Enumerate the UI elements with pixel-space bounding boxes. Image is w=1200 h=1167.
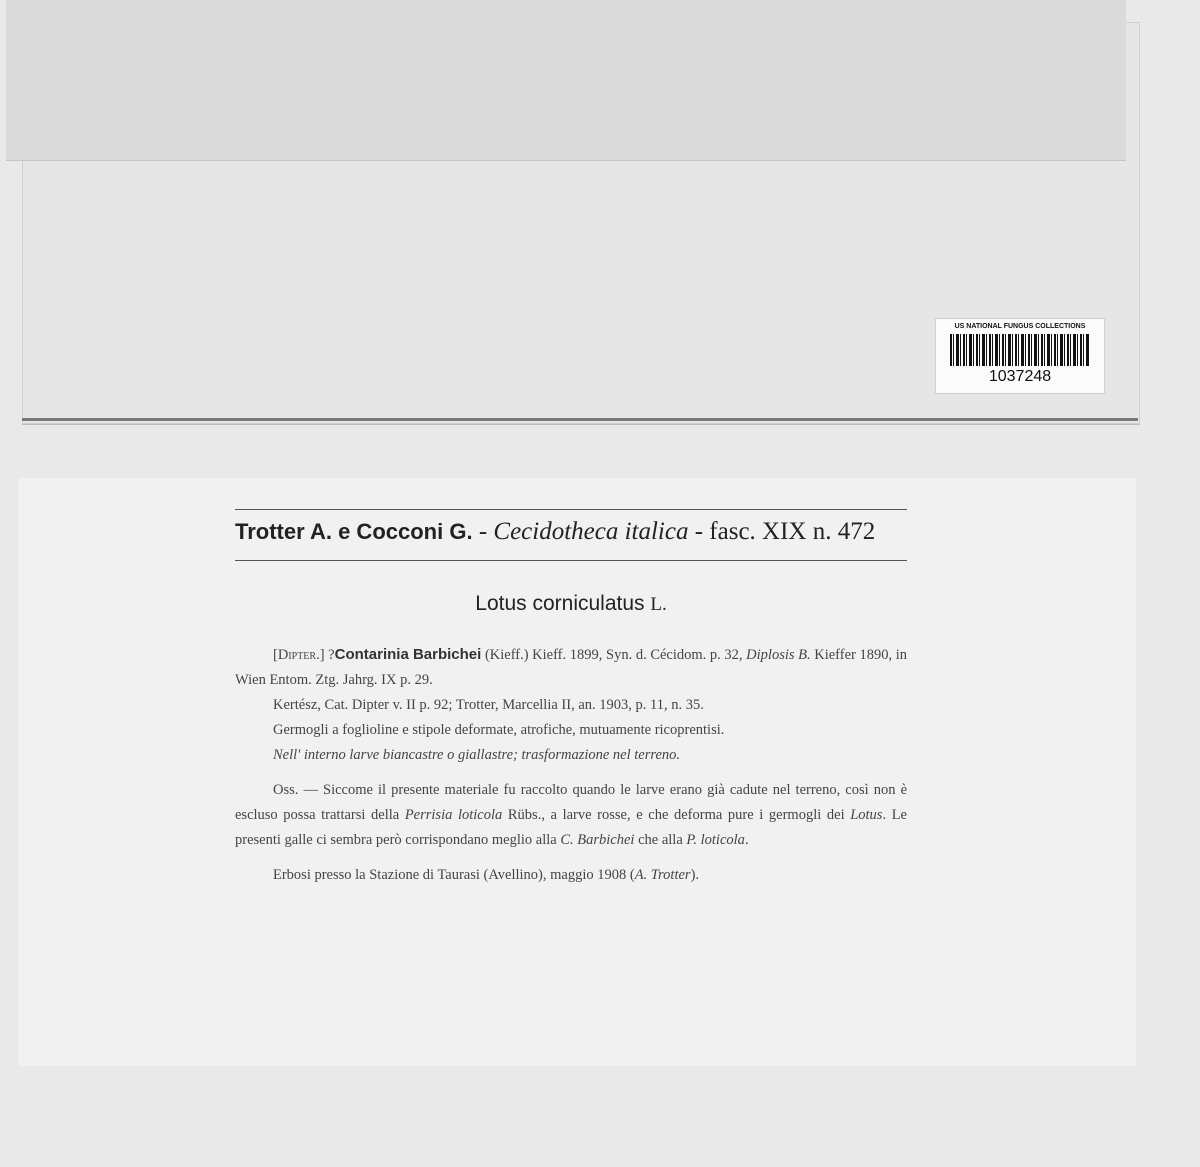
- header-separator: -: [472, 518, 494, 545]
- locality-text: Erbosi presso la Stazione di Taurasi (Avellino), maggio 1908 (: [273, 867, 635, 883]
- citation-a: (Kieff.) Kieff. 1899, Syn. d. Cécidom. p. 32,: [481, 647, 747, 663]
- obs-text-b: Rübs., a larve rosse, e che deforma pure i germogli dei: [502, 807, 851, 823]
- paragraph-larvae: Nell' interno larve biancastre o giallastre; trasformazione nel terreno.: [273, 747, 681, 763]
- paragraph-locality: [235, 863, 907, 888]
- header-series-title: Cecidotheca italica: [493, 518, 689, 545]
- obs-text-e: .: [744, 832, 749, 848]
- locality-end: ).: [690, 867, 700, 883]
- paragraph-references: Kertész, Cat. Dipter v. II p. 92; Trotter, Marcellia II, an. 1903, p. 11, n. 35.: [273, 697, 704, 713]
- species-name: Lotus corniculatus: [475, 592, 645, 615]
- barcode-icon: [950, 334, 1090, 366]
- citation-synonym: Diplosis B.: [746, 647, 811, 663]
- obs-text-a: Oss. — Siccome il presente materiale fu raccolto quando le larve erano già cadute nel terreno, così non è escluso possa trattarsi della: [235, 782, 907, 823]
- obs-taxon-4: P. loticola: [686, 832, 745, 848]
- paragraph-observation: [235, 778, 907, 853]
- header-authors: Trotter A. e Cocconi G.: [235, 519, 473, 544]
- header-rule-top: [235, 509, 907, 510]
- obs-taxon-1: Perrisia loticola: [404, 807, 503, 823]
- paragraph-description: Germogli a foglioline e stipole deformate, atrofiche, mutuamente ricoprentisi.: [273, 722, 725, 738]
- gall-maker-name: Contarinia Barbichei: [334, 646, 482, 663]
- header-fascicle: - fasc. XIX n. 472: [688, 518, 876, 545]
- packet-edge: [22, 418, 1138, 421]
- label-body: [235, 642, 907, 888]
- citation-b: Kieffer 1890, in Wien Entom. Ztg. Jahrg. IX p. 29.: [235, 647, 907, 688]
- species-title: [235, 592, 907, 616]
- barcode-number: 1037248: [988, 368, 1052, 385]
- obs-taxon-2: Lotus: [850, 807, 883, 823]
- header-rule-bottom: [235, 560, 907, 561]
- query-mark: ?: [324, 647, 335, 663]
- collector-name: A. Trotter: [634, 867, 691, 883]
- species-author: L.: [650, 594, 667, 615]
- paragraph-gall-maker: [235, 642, 907, 693]
- obs-text-c: . Le presenti galle ci sembra però corrispondano meglio alla: [235, 807, 907, 848]
- obs-taxon-3: C. Barbichei: [560, 832, 635, 848]
- obs-text-d: che alla: [634, 832, 687, 848]
- barcode-collection-name: US NATIONAL FUNGUS COLLECTIONS: [954, 323, 1086, 330]
- order-label: [Dipter.]: [273, 647, 325, 663]
- packet-flap: [6, 0, 1126, 161]
- barcode-label: [935, 318, 1105, 394]
- label-header: [235, 518, 907, 546]
